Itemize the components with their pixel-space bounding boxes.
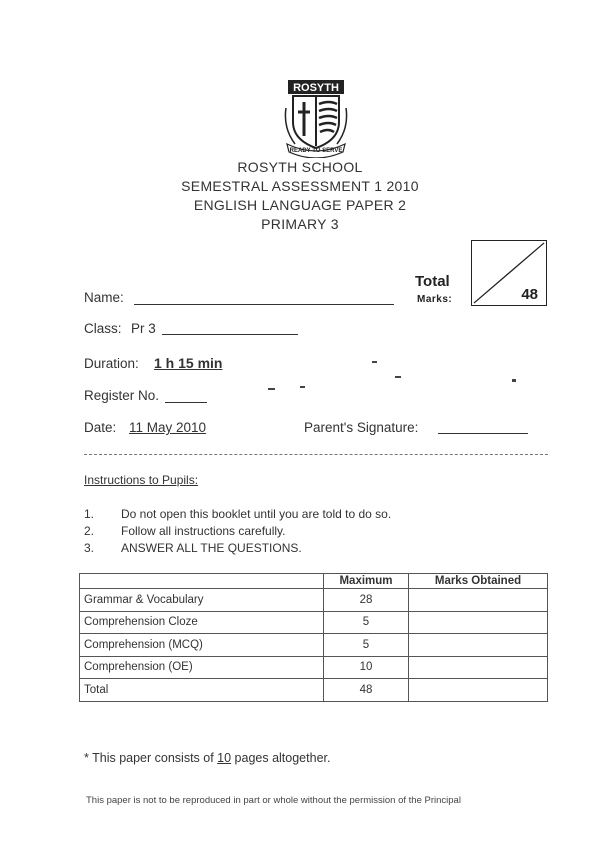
marks-table <box>79 573 548 702</box>
signature-label: Parent's Signature: <box>304 420 419 435</box>
scan-speck <box>512 379 516 382</box>
marks-label: Marks: <box>417 294 453 305</box>
section-divider <box>84 454 548 455</box>
class-label: Class: <box>84 321 122 336</box>
page-count-after: pages altogether. <box>231 751 331 765</box>
instructions-heading: Instructions to Pupils: <box>84 473 199 487</box>
name-label: Name: <box>84 290 124 305</box>
class-value: Pr 3 <box>131 321 156 336</box>
level-title: PRIMARY 3 <box>261 216 339 232</box>
date-label: Date: <box>84 420 117 435</box>
section-obtained[interactable] <box>409 634 548 657</box>
table-header-row <box>80 574 548 589</box>
section-name: Total <box>80 679 324 702</box>
instruction-text: Follow all instructions carefully. <box>121 524 286 538</box>
section-maximum: 5 <box>324 634 409 657</box>
section-maximum: 5 <box>324 611 409 634</box>
section-obtained[interactable] <box>409 611 548 634</box>
date-value: 11 May 2010 <box>129 420 207 435</box>
section-obtained[interactable] <box>409 656 548 679</box>
page-count-note <box>84 751 330 765</box>
duration-value: 1 h 15 min <box>154 355 223 371</box>
table-row <box>80 656 548 679</box>
school-crest-logo <box>283 78 349 158</box>
register-field[interactable] <box>165 402 207 403</box>
signature-field[interactable] <box>438 433 528 434</box>
scan-speck <box>268 388 275 390</box>
assessment-title: SEMESTRAL ASSESSMENT 1 2010 <box>181 178 419 194</box>
header-obtained: Marks Obtained <box>409 574 548 589</box>
table-row <box>80 611 548 634</box>
section-maximum: 48 <box>324 679 409 702</box>
register-label: Register No. <box>84 388 160 403</box>
instruction-number: 3. <box>84 541 95 555</box>
page-count-value: 10 <box>217 751 232 765</box>
instruction-text: ANSWER ALL THE QUESTIONS. <box>121 541 302 555</box>
total-label: Total <box>415 273 450 290</box>
table-row <box>80 634 548 657</box>
page-count-before: * This paper consists of <box>84 751 218 765</box>
instruction-text: Do not open this booklet until you are told to do so. <box>121 507 392 521</box>
class-field[interactable] <box>162 334 298 335</box>
table-row <box>80 589 548 612</box>
instruction-number: 2. <box>84 524 95 538</box>
scan-speck <box>395 376 401 378</box>
paper-title: ENGLISH LANGUAGE PAPER 2 <box>193 197 407 213</box>
instruction-number: 1. <box>84 507 95 521</box>
total-marks-box <box>471 240 547 306</box>
section-name: Comprehension Cloze <box>80 611 324 634</box>
total-marks-value: 48 <box>521 286 538 303</box>
section-obtained[interactable] <box>409 589 548 612</box>
copyright-footer: This paper is not to be reproduced in part or whole without the permission of the Principal <box>86 795 461 806</box>
svg-text:ROSYTH: ROSYTH <box>293 82 339 94</box>
svg-text:READY TO SERVE: READY TO SERVE <box>289 148 343 154</box>
name-field[interactable] <box>134 304 394 305</box>
section-maximum: 10 <box>324 656 409 679</box>
section-maximum: 28 <box>324 589 409 612</box>
section-name: Comprehension (OE) <box>80 656 324 679</box>
section-obtained[interactable] <box>409 679 548 702</box>
section-name: Grammar & Vocabulary <box>80 589 324 612</box>
school-name: ROSYTH SCHOOL <box>237 159 363 175</box>
header-maximum: Maximum <box>324 574 409 589</box>
scan-speck <box>300 386 305 388</box>
duration-label: Duration: <box>84 356 139 371</box>
scan-speck <box>372 361 377 363</box>
table-row <box>80 679 548 702</box>
header-section <box>80 574 324 589</box>
section-name: Comprehension (MCQ) <box>80 634 324 657</box>
